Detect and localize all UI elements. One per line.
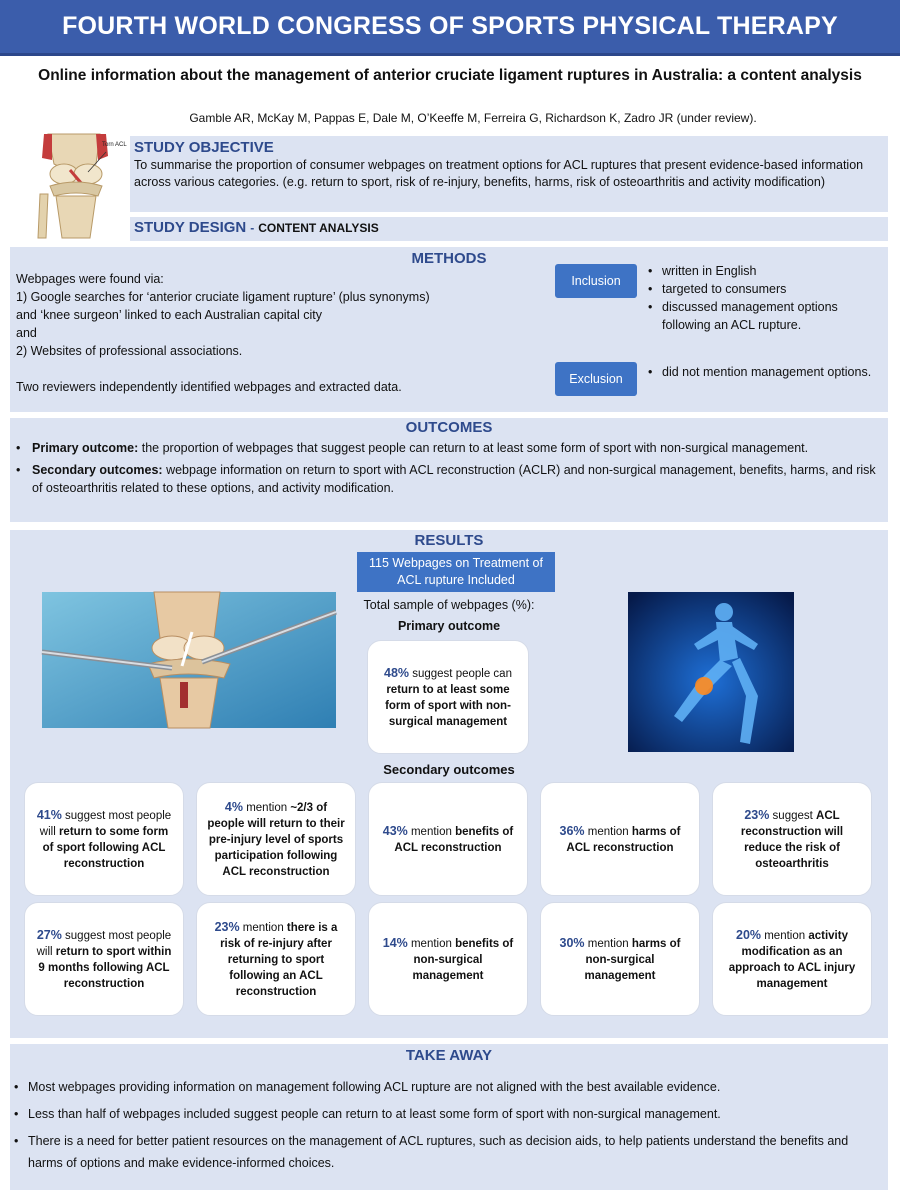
inclusion-item: • targeted to consumers: [648, 280, 883, 298]
knee-anatomy-illustration: [30, 134, 127, 238]
inclusion-item: • discussed management options following an ACL rupture.: [648, 298, 883, 334]
inclusion-list: [648, 262, 883, 334]
conference-banner: [0, 0, 900, 56]
inclusion-item: • written in English: [648, 262, 883, 280]
secondary-outcomes-heading: Secondary outcomes: [383, 762, 515, 777]
secondary-outcome-label: Secondary outcomes:: [32, 463, 163, 477]
takeaway-heading: TAKE AWAY: [405, 1047, 493, 1064]
secondary-outcome-card: [540, 902, 700, 1016]
methods-line: and ‘knee surgeon’ linked to each Australian capital city: [16, 308, 322, 322]
methods-heading: METHODS: [411, 250, 487, 267]
card-bold-text: ~2/3 of people will return to their pre-injury level of sports participation following ACL reconstruction: [207, 801, 345, 878]
takeaway-item: • Less than half of webpages included suggest people can return to at least some form of sport with non-surgical management.: [14, 1103, 884, 1125]
exclusion-item: • did not mention management options.: [648, 363, 883, 381]
paper-authors: Gamble AR, McKay M, Pappas E, Dale M, O’Keeffe M, Ferreira G, Richardson K, Zadro JR (under review).: [189, 111, 757, 125]
inclusion-badge: Inclusion: [555, 264, 637, 298]
takeaway-item: • Most webpages providing information on management following ACL rupture are not aligned with the best available evidence.: [14, 1076, 884, 1098]
torn-acl-label: Torn ACL: [102, 142, 127, 148]
outcomes-section: [10, 418, 888, 522]
card-bold-text: return to at least some form of sport with non-surgical management: [385, 683, 511, 728]
takeaway-list: [14, 1076, 884, 1179]
conference-title: FOURTH WORLD CONGRESS OF SPORTS PHYSICAL THERAPY: [62, 12, 838, 40]
secondary-outcome-card: [540, 782, 700, 896]
methods-blank-line: [16, 360, 556, 378]
secondary-outcome-card: [24, 782, 184, 896]
secondary-outcome-item: [16, 461, 882, 497]
card-percentage: 41%: [36, 807, 62, 822]
card-percentage: 14%: [382, 935, 408, 950]
card-bold-text: benefits of non-surgical management: [412, 937, 514, 982]
paper-title: Online information about the management of anterior cruciate ligament ruptures in Australia: a content analysis: [38, 67, 862, 84]
card-bold-text: harms of ACL reconstruction: [566, 825, 681, 854]
card-percentage: 30%: [559, 935, 585, 950]
takeaway-section: [10, 1044, 888, 1190]
card-bold-text: return to sport within 9 months following ACL reconstruction: [38, 945, 172, 990]
exclusion-list: [648, 363, 883, 381]
card-text: mention: [584, 825, 632, 838]
methods-line: Webpages were found via:: [16, 272, 164, 286]
secondary-outcome-card: [712, 902, 872, 1016]
secondary-outcome-card: [196, 902, 356, 1016]
card-percentage: 20%: [736, 927, 762, 942]
card-percentage: 23%: [214, 919, 240, 934]
card-percentage: 43%: [382, 823, 408, 838]
secondary-outcome-card: [712, 782, 872, 896]
secondary-outcome-card: [368, 782, 528, 896]
objective-heading: STUDY OBJECTIVE: [134, 139, 274, 156]
objective-text: To summarise the proportion of consumer webpages on treatment options for ACL ruptures that present evidence-based information across various categories. (e.g. return to sport, risk of re-injury, benefits, harms, risk of osteoarthritis and activity modification): [134, 158, 864, 189]
design-separator: -: [250, 221, 255, 235]
design-subheading: CONTENT ANALYSIS: [258, 221, 379, 235]
exclusion-badge: Exclusion: [555, 362, 637, 396]
card-percentage: 23%: [744, 807, 770, 822]
methods-section: [10, 247, 888, 412]
primary-outcome-item: [16, 439, 882, 457]
card-bold-text: return to some form of sport following ACL reconstruction: [42, 825, 169, 870]
card-text: mention: [407, 825, 456, 838]
methods-description: [16, 270, 556, 396]
methods-line: 1) Google searches for ‘anterior cruciate ligament rupture’ (plus synonyms): [16, 290, 430, 304]
outcomes-heading: OUTCOMES: [405, 419, 493, 436]
card-text: mention: [243, 801, 291, 814]
runner-knee-pain-illustration: [628, 592, 794, 752]
primary-outcome-card: [367, 640, 529, 754]
card-bold-text: there is a risk of re-injury after returning to sport following an ACL reconstruction: [220, 921, 338, 998]
primary-outcome-text: the proportion of webpages that suggest people can return to at least some form of sport with non-surgical management.: [138, 441, 809, 455]
card-bold-text: ACL reconstruction will reduce the risk of osteoarthritis: [740, 809, 844, 870]
card-text: suggest people can: [409, 667, 512, 680]
card-text: suggest most people will: [36, 929, 172, 958]
methods-line: 2) Websites of professional associations.: [16, 344, 243, 358]
card-text: suggest most people will: [39, 809, 172, 838]
card-text: mention: [584, 937, 632, 950]
knee-surgery-illustration: [42, 592, 336, 728]
webpages-included-box: 115 Webpages on Treatment of ACL rupture Included: [357, 552, 555, 592]
card-bold-text: harms of non-surgical management: [584, 937, 681, 982]
card-text: mention: [239, 921, 287, 934]
takeaway-item: • There is a need for better patient resources on the management of ACL ruptures, such as decision aids, to help patients understand the benefits and harms of options and make evidence-informed choices.: [14, 1130, 884, 1174]
card-text: suggest: [769, 809, 817, 822]
primary-outcome-heading: Primary outcome: [397, 619, 501, 633]
secondary-outcome-card: [196, 782, 356, 896]
card-percentage: 36%: [559, 823, 585, 838]
card-text: mention: [761, 929, 809, 942]
outcomes-list: [16, 439, 882, 501]
card-text: mention: [407, 937, 456, 950]
results-heading: RESULTS: [414, 532, 484, 549]
card-bold-text: activity modification as an approach to ACL injury management: [728, 929, 856, 990]
primary-outcome-label: Primary outcome:: [32, 441, 139, 455]
methods-line: and: [16, 326, 37, 340]
study-design-section: [130, 217, 888, 241]
design-heading: STUDY DESIGN: [134, 219, 247, 236]
secondary-outcome-card: [368, 902, 528, 1016]
study-objective-section: [130, 136, 888, 212]
card-percentage: 4%: [224, 799, 243, 814]
card-percentage: 27%: [36, 927, 62, 942]
methods-line: Two reviewers independently identified webpages and extracted data.: [16, 380, 402, 394]
results-section: [10, 530, 888, 1038]
card-bold-text: benefits of ACL reconstruction: [394, 825, 514, 854]
card-percentage: 48%: [384, 665, 410, 680]
secondary-outcome-text: webpage information on return to sport with ACL reconstruction (ACLR) and non-surgical management, benefits, harms, and risk of osteoarthritis related to these options, and activity modification.: [32, 463, 876, 495]
total-sample-label: Total sample of webpages (%):: [363, 598, 535, 612]
secondary-outcome-card: [24, 902, 184, 1016]
